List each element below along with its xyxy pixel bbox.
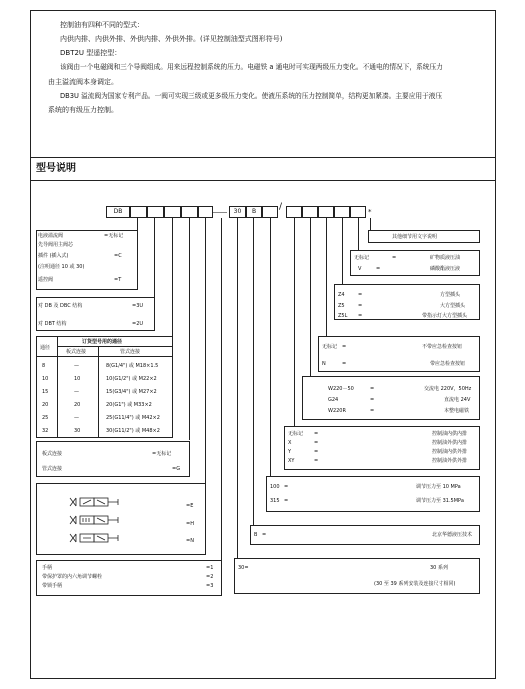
pressure-code: 100 xyxy=(270,484,280,490)
leader-line xyxy=(294,218,295,426)
intro-line-7: 系统的有级压力控制。 xyxy=(48,106,118,114)
type-label-4: (注明通径 10 或 30) xyxy=(38,264,85,270)
table-cell: 20(G1") 或 M33×2 xyxy=(106,402,152,408)
maker-desc: 北京华德液压技术 xyxy=(432,532,473,538)
voltage-eq: = xyxy=(370,408,375,414)
adjust-label-3: 带锁手柄 xyxy=(42,583,63,589)
maker-eq: = xyxy=(262,532,267,538)
pilot-desc: 控制油外供外排 xyxy=(432,458,468,464)
section-divider-top xyxy=(30,157,496,158)
table-cell: 32 xyxy=(42,428,49,434)
plug-code: Z5L xyxy=(338,313,348,319)
table-cell: 20 xyxy=(74,402,81,408)
pilot-eq: = xyxy=(314,440,319,446)
manual-desc: 不带应急检查按钮 xyxy=(422,344,463,350)
adjust-value-1: =1 xyxy=(206,565,214,571)
table-cell: 15(G3/4") 或 M27×2 xyxy=(106,389,157,395)
leader-line xyxy=(253,218,254,525)
adjust-value-2: =2 xyxy=(206,574,214,580)
adjust-value-3: =3 xyxy=(206,583,214,589)
maker-code: B xyxy=(254,532,258,538)
fluid-code: 无标记 xyxy=(354,255,370,261)
code-cell-pressure xyxy=(262,206,278,218)
table-cell: 10(G1/2") 或 M22×2 xyxy=(106,376,157,382)
pressure-box xyxy=(266,476,480,512)
struct-value-2: =2U xyxy=(132,321,144,327)
leader-line xyxy=(342,218,343,284)
leader-line xyxy=(205,218,206,488)
table-cell: 30 xyxy=(74,428,81,434)
diameter-title: 订货型号用的通径 xyxy=(82,339,123,345)
section-title: 型号说明 xyxy=(36,163,76,174)
pressure-eq: = xyxy=(284,484,289,490)
code-cell-plug xyxy=(334,206,350,218)
plug-eq: = xyxy=(358,313,363,319)
code-dash: ― xyxy=(220,208,227,216)
intro-line-5: 由主溢流阀本身调定。 xyxy=(48,78,118,86)
intro-line-4: 该阀由一个电磁阀和三个导阀组成。用来远程控制系统的压力。电磁铁 a 通电时可实现两级压力变化。不通电的情况下，系统压力 xyxy=(60,63,443,71)
code-slash: / xyxy=(279,202,283,212)
pilot-desc: 控制油内供外排 xyxy=(432,449,468,455)
pilot-eq: = xyxy=(314,449,319,455)
struct-value-1: =3U xyxy=(132,303,144,309)
leader-line xyxy=(310,218,311,376)
pressure-desc: 调节压力至 31.5MPa xyxy=(416,498,464,504)
type-value-3: =C xyxy=(114,253,122,259)
diameter-col-header: 通径 xyxy=(40,345,51,351)
conn-value-2: =G xyxy=(172,466,181,472)
voltage-eq: = xyxy=(370,386,375,392)
type-value-5: =T xyxy=(114,277,122,283)
code-prefix: DB xyxy=(106,206,130,218)
conn-label-2: 管式连接 xyxy=(42,466,63,472)
intro-line-6: DB3U 溢流阀为国家专利产品。一阀可实现三级或更多级压力变化。使液压系统的压力控制简单，结构更加紧凑。主要应用于液压 xyxy=(60,92,443,100)
pilot-code: XY xyxy=(288,458,295,464)
table-line xyxy=(57,336,58,438)
code-cell-symbol xyxy=(198,206,213,218)
table-cell: 25 xyxy=(42,415,49,421)
voltage-desc: 交流电 220V，50Hz xyxy=(424,386,472,392)
fluid-code: V xyxy=(358,266,362,272)
leader-line xyxy=(189,218,190,440)
manual-code: 无标记 xyxy=(322,344,338,350)
code-dash: ― xyxy=(213,208,220,216)
table-cell: 30(G11/2") 或 M48×2 xyxy=(106,428,160,434)
code-cell-pilot xyxy=(286,206,302,218)
plug-code: Z4 xyxy=(338,292,345,298)
voltage-desc: 本整电磁铁 xyxy=(444,408,470,414)
pilot-code: X xyxy=(288,440,292,446)
code-cell-fluid xyxy=(350,206,366,218)
plug-eq: = xyxy=(358,303,363,309)
plug-desc: 方型插头 xyxy=(440,292,461,298)
voltage-code: W220－50 xyxy=(328,386,354,392)
symbol-h-code: =H xyxy=(186,521,194,527)
conn-label-1: 板式连接 xyxy=(42,451,63,457)
fluid-eq: = xyxy=(392,255,397,261)
leader-line xyxy=(154,218,155,298)
valve-symbols-icon xyxy=(68,496,126,548)
plug-desc: 带指示灯大方型插头 xyxy=(422,313,468,319)
code-series: 30 xyxy=(229,206,246,218)
leader-line xyxy=(370,218,371,230)
series-name: 30 系列 xyxy=(430,565,448,571)
table-cell: 15 xyxy=(42,389,49,395)
table-line xyxy=(98,346,99,438)
intro-line-3: DBT2U 型遥控型： xyxy=(60,49,122,57)
type-label-3: 插件 (插入式) xyxy=(38,253,69,259)
other-details-label: 其他细节用文字说明 xyxy=(392,234,438,240)
fluid-box xyxy=(350,250,480,276)
symbol-n-code: =N xyxy=(186,538,194,544)
series-note: (30 至 39 系列安装及连接尺寸相同) xyxy=(374,581,456,587)
code-cell-type xyxy=(130,206,147,218)
table-cell: — xyxy=(74,363,79,369)
leader-line xyxy=(358,218,359,250)
code-cell-struct xyxy=(147,206,164,218)
pilot-code: 无标记 xyxy=(288,431,304,437)
intro-line-2: 内供内排、内供外排、外供内排、外供外排。(详见控制油型式图形符号) xyxy=(60,35,283,43)
pilot-eq: = xyxy=(314,458,319,464)
table-cell: 10 xyxy=(42,376,49,382)
plug-desc: 大方型插头 xyxy=(440,303,466,309)
pressure-code: 315 xyxy=(270,498,280,504)
pressure-desc: 调节压力至 10 MPa xyxy=(416,484,461,490)
table-line xyxy=(36,356,173,357)
diameter-col-header: 板式连接 xyxy=(66,349,87,355)
struct-label-1: 对 DB 及 DBC 结构 xyxy=(38,303,83,309)
code-maker: B xyxy=(246,206,262,218)
diameter-col-header: 管式连接 xyxy=(120,349,141,355)
table-cell: — xyxy=(74,415,79,421)
fluid-desc: 磷酸酯液压液 xyxy=(430,266,461,272)
pilot-code: Y xyxy=(288,449,292,455)
voltage-desc: 直流电 24V xyxy=(444,397,471,403)
leader-line xyxy=(172,218,173,336)
section-divider-bottom xyxy=(30,180,496,181)
type-label-1: 电液溢流阀 xyxy=(38,233,64,239)
symbol-e-code: =E xyxy=(186,503,194,509)
code-cell-voltage xyxy=(302,206,318,218)
fluid-eq: = xyxy=(376,266,381,272)
table-cell: 10 xyxy=(74,376,81,382)
code-star: * xyxy=(368,208,372,216)
plug-eq: = xyxy=(358,292,363,298)
intro-line-1: 控制油有四种不同的型式： xyxy=(60,21,144,29)
table-line xyxy=(57,346,173,347)
type-value-1: =无标记 xyxy=(104,233,124,239)
leader-line xyxy=(221,218,222,560)
manual-eq: = xyxy=(342,361,347,367)
table-cell: 25(G11/4") 或 M42×2 xyxy=(106,415,160,421)
series-box xyxy=(234,558,480,594)
code-cell-diameter xyxy=(164,206,181,218)
table-cell: 8(G1/4") 或 M18×1.5 xyxy=(106,363,159,369)
leader-line xyxy=(270,218,271,476)
pilot-desc: 控制油外供内排 xyxy=(432,440,468,446)
pilot-eq: = xyxy=(314,431,319,437)
type-label-5: 遥控阀 xyxy=(38,277,54,283)
manual-code: N xyxy=(322,361,326,367)
table-cell: — xyxy=(74,389,79,395)
adjust-label-1: 手柄 xyxy=(42,565,53,571)
voltage-eq: = xyxy=(370,397,375,403)
struct-label-2: 对 DBT 结构 xyxy=(38,321,67,327)
pilot-desc: 控制油内供内排 xyxy=(432,431,468,437)
code-cell-manual xyxy=(318,206,334,218)
plug-code: Z5 xyxy=(338,303,345,309)
table-cell: 8 xyxy=(42,363,46,369)
leader-line xyxy=(237,218,238,558)
fluid-desc: 矿物质液压油 xyxy=(430,255,461,261)
pressure-eq: = xyxy=(284,498,289,504)
code-cell-conn xyxy=(181,206,198,218)
series-code: 30= xyxy=(238,565,249,571)
manual-desc: 带应急检查按钮 xyxy=(430,361,466,367)
leader-line xyxy=(326,218,327,336)
adjust-label-2: 带保护罩的内六角调节螺栓 xyxy=(42,574,103,580)
type-label-2: 先导阀用主阀芯 xyxy=(38,242,74,248)
conn-value-1: =无标记 xyxy=(152,451,172,457)
voltage-code: W220R xyxy=(328,408,346,414)
voltage-code: G24 xyxy=(328,397,339,403)
table-cell: 20 xyxy=(42,402,49,408)
manual-eq: = xyxy=(342,344,347,350)
